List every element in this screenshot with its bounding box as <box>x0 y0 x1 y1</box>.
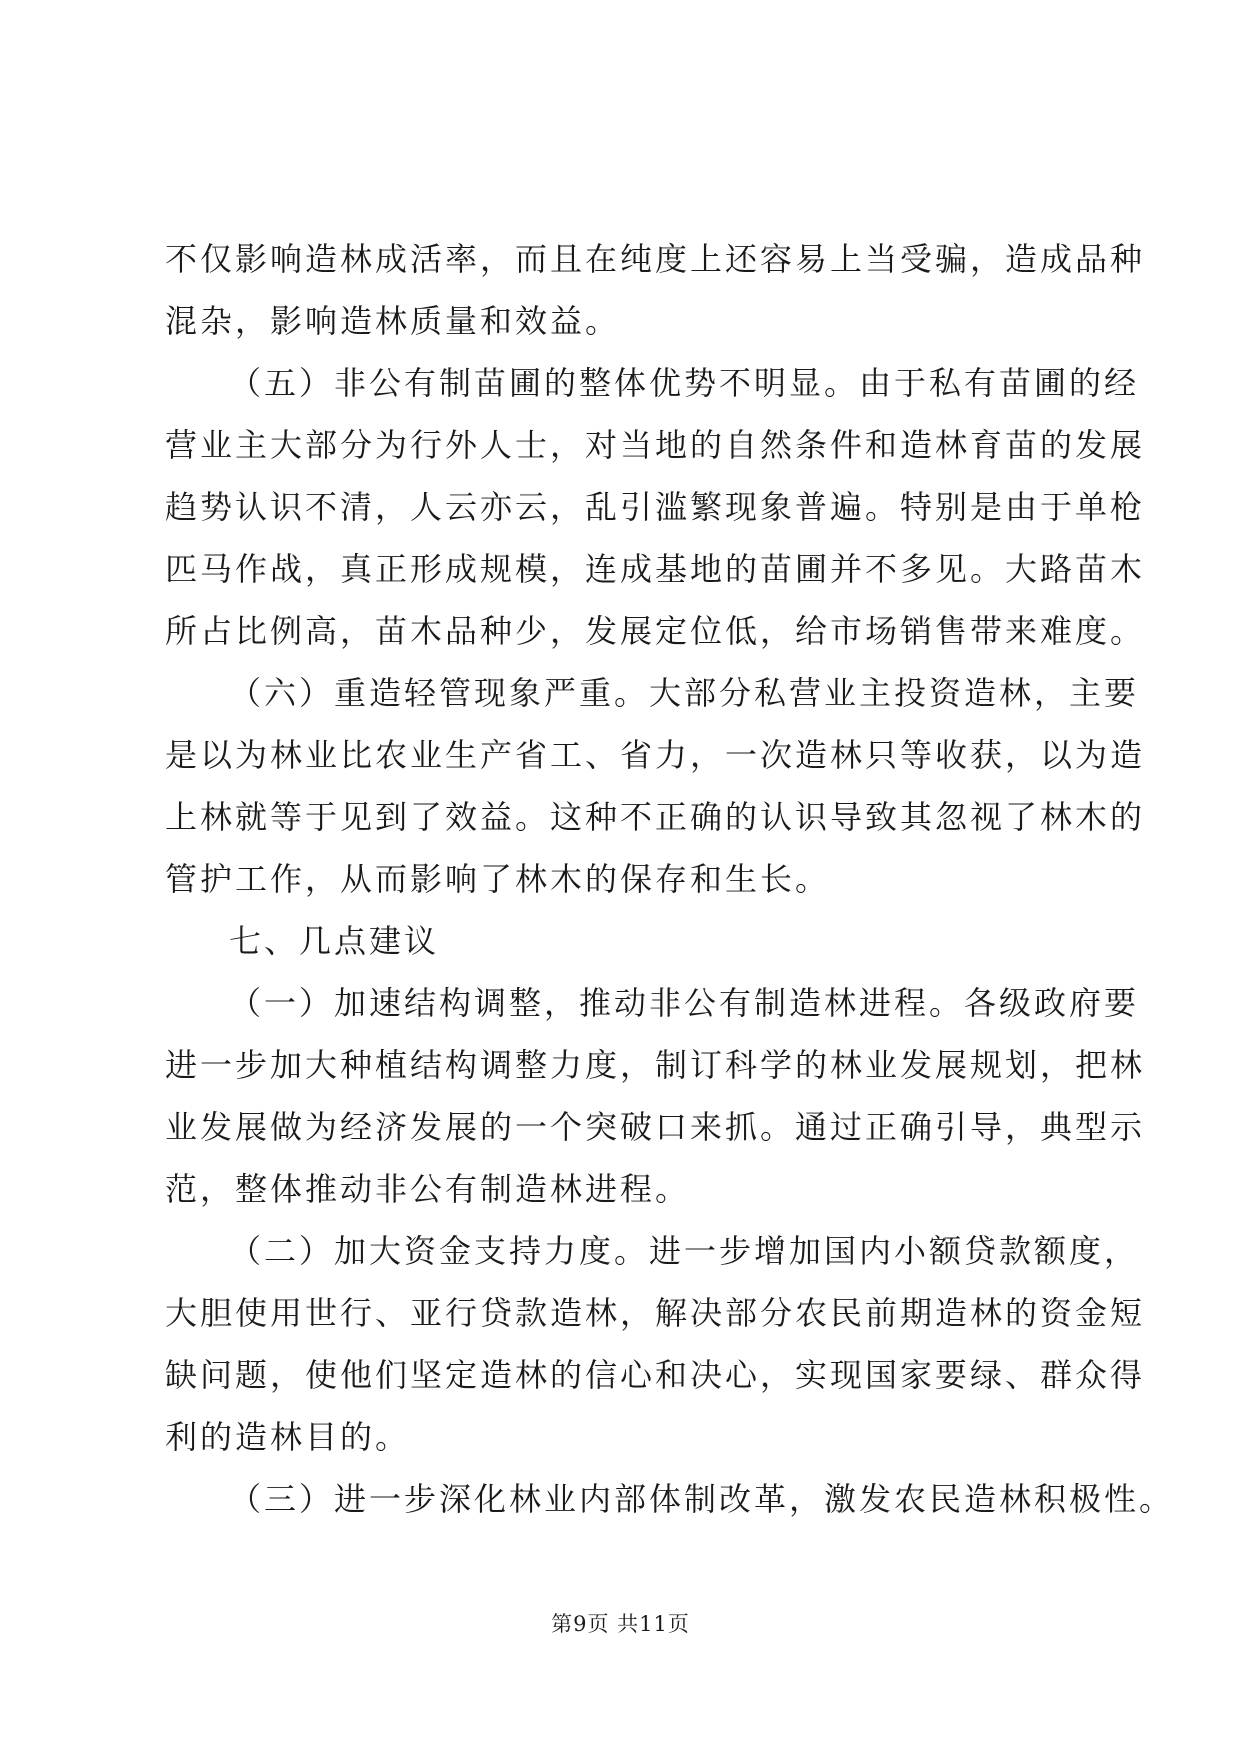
section-heading: 七、几点建议 <box>229 922 440 960</box>
body-line: 范，整体推动非公有制造林进程。 <box>165 1170 691 1208</box>
body-line: 趋势认识不清，人云亦云，乱引滥繁现象普遍。特别是由于单枪 <box>165 488 1146 526</box>
suggestion-1-paragraph: （一）加速结构调整，推动非公有制造林进程。各级政府要 <box>229 984 1140 1022</box>
body-line: 匹马作战，真正形成规模，连成基地的苗圃并不多见。大路苗木 <box>165 550 1146 588</box>
body-line: 缺问题，使他们坚定造林的信心和决心，实现国家要绿、群众得 <box>165 1356 1146 1394</box>
suggestion-2-paragraph: （二）加大资金支持力度。进一步增加国内小额贷款额度， <box>229 1232 1140 1270</box>
section-5-paragraph: （五）非公有制苗圃的整体优势不明显。由于私有苗圃的经 <box>229 364 1140 402</box>
body-line: 所占比例高，苗木品种少，发展定位低，给市场销售带来难度。 <box>165 612 1146 650</box>
body-line: 利的造林目的。 <box>165 1418 411 1456</box>
suggestion-3-paragraph: （三）进一步深化林业内部体制改革，激发农民造林积极性。 <box>229 1480 1175 1518</box>
body-line: 不仅影响造林成活率，而且在纯度上还容易上当受骗，造成品种 <box>165 240 1146 278</box>
body-line: 混杂，影响造林质量和效益。 <box>165 302 621 340</box>
body-line: 是以为林业比农业生产省工、省力，一次造林只等收获，以为造 <box>165 736 1146 774</box>
body-line: 进一步加大种植结构调整力度，制订科学的林业发展规划，把林 <box>165 1046 1146 1084</box>
body-line: 大胆使用世行、亚行贷款造林，解决部分农民前期造林的资金短 <box>165 1294 1146 1332</box>
body-line: 营业主大部分为行外人士，对当地的自然条件和造林育苗的发展 <box>165 426 1146 464</box>
body-line: 业发展做为经济发展的一个突破口来抓。通过正确引导，典型示 <box>165 1108 1146 1146</box>
page-number-footer: 第9页 共11页 <box>551 1612 690 1636</box>
body-line: 管护工作，从而影响了林木的保存和生长。 <box>165 860 831 898</box>
section-6-paragraph: （六）重造轻管现象严重。大部分私营业主投资造林，主要 <box>229 674 1140 712</box>
body-line: 上林就等于见到了效益。这种不正确的认识导致其忽视了林木的 <box>165 798 1146 836</box>
document-body <box>165 228 1175 1530</box>
